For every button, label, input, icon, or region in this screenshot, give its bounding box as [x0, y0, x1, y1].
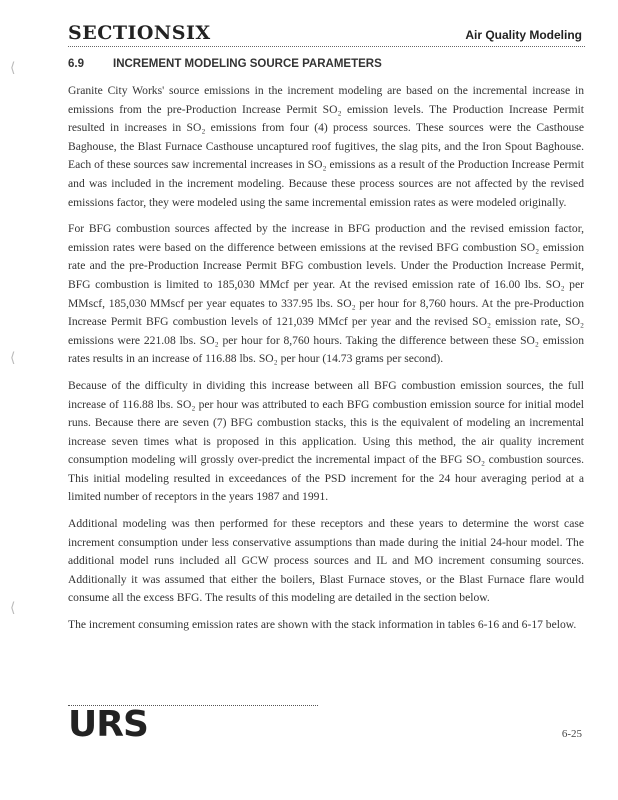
paragraph: Granite City Works' source emissions in the increment modeling are based on the incremental increase in emissions from the pre-Production Increase Permit SO₂ emission levels. The Production Increase Permit resulted in increases in SO₂ emissions from four (4) process sources. These sources were the Casthouse Baghouse, the Blast Furnace Casthouse uncaptured roof fugitives, the slag pits, and the Iron Spout Baghouse. Each of these sources saw incremental increases in SO₂ emissions as a result of the Production Increase Permit and was included in the increment modeling. Because these process sources are not affected by the revised emissions factor, they were modeled using the same incremental emission rates as were modeled originally.: [68, 84, 584, 209]
section-number: 6.9: [68, 58, 84, 70]
header-section-label: SECTIONSIX: [68, 22, 211, 44]
scan-mark: ⟨: [10, 61, 16, 76]
header-divider: [68, 46, 585, 47]
scan-mark: ⟨: [10, 351, 16, 366]
scan-mark: ⟨: [10, 601, 16, 616]
body-text: [68, 82, 584, 643]
urs-logo: URS: [68, 704, 148, 745]
section-title: INCREMENT MODELING SOURCE PARAMETERS: [113, 58, 382, 70]
paragraph: The increment consuming emission rates are shown with the stack information in tables 6-16 and 6-17 below.: [68, 618, 577, 632]
paragraph: Additional modeling was then performed for these receptors and these years to determine the worst case increment consumption under less conservative assumptions than made during the initial 24-hour model. The additional model runs included all GCW process sources and IL and MO increment consuming sources. Additionally it was assumed that either the boilers, Blast Furnace stoves, or the Blast Furnace flare would consume all the excess BFG. The results of this modeling are detailed in the section below.: [68, 517, 584, 605]
header-title: Air Quality Modeling: [465, 28, 582, 42]
page-number: 6-25: [561, 728, 582, 740]
paragraph: For BFG combustion sources affected by the increase in BFG production and the revised emission factor, emission rates were based on the difference between emissions at the revised BFG combustion SO₂ emission rate and the pre-Production Increase Permit BFG combustion levels. Under the Production Increase Permit, BFG combustion is limited to 185,030 MMcf per year. At the revised emission rate of 16.00 lbs. SO₂ per MMscf, 185,030 MMscf per year equates to 337.95 lbs. SO₂ per hour for 8,760 hours. At the pre-Production Increase Permit BFG combustion levels of 121,039 MMcf per year and the revised SO₂ emission rate, SO₂ emissions were 221.08 lbs. SO₂ per hour for 8,760 hours. Taking the difference between these SO₂ emission rates results in an increase of 116.88 lbs. SO₂ per hour (14.73 grams per second).: [68, 222, 584, 366]
section-heading: [68, 58, 382, 70]
paragraph: Because of the difficulty in dividing this increase between all BFG combustion emission sources, the full increase of 116.88 lbs. SO₂ per hour was attributed to each BFG combustion emission source for initial model runs. Because there are seven (7) BFG combustion stacks, this is the equivalent of modeling an incremental increase seven times what is proposed in this application. Using this method, the air quality increment consumption modeling will grossly over-predict the incremental impact of the BFG SO₂ combustion sources. This initial modeling resulted in exceedances of the PSD increment for the 24 hour averaging period at a limited number of receptors in the years 1987 and 1991.: [68, 378, 584, 504]
